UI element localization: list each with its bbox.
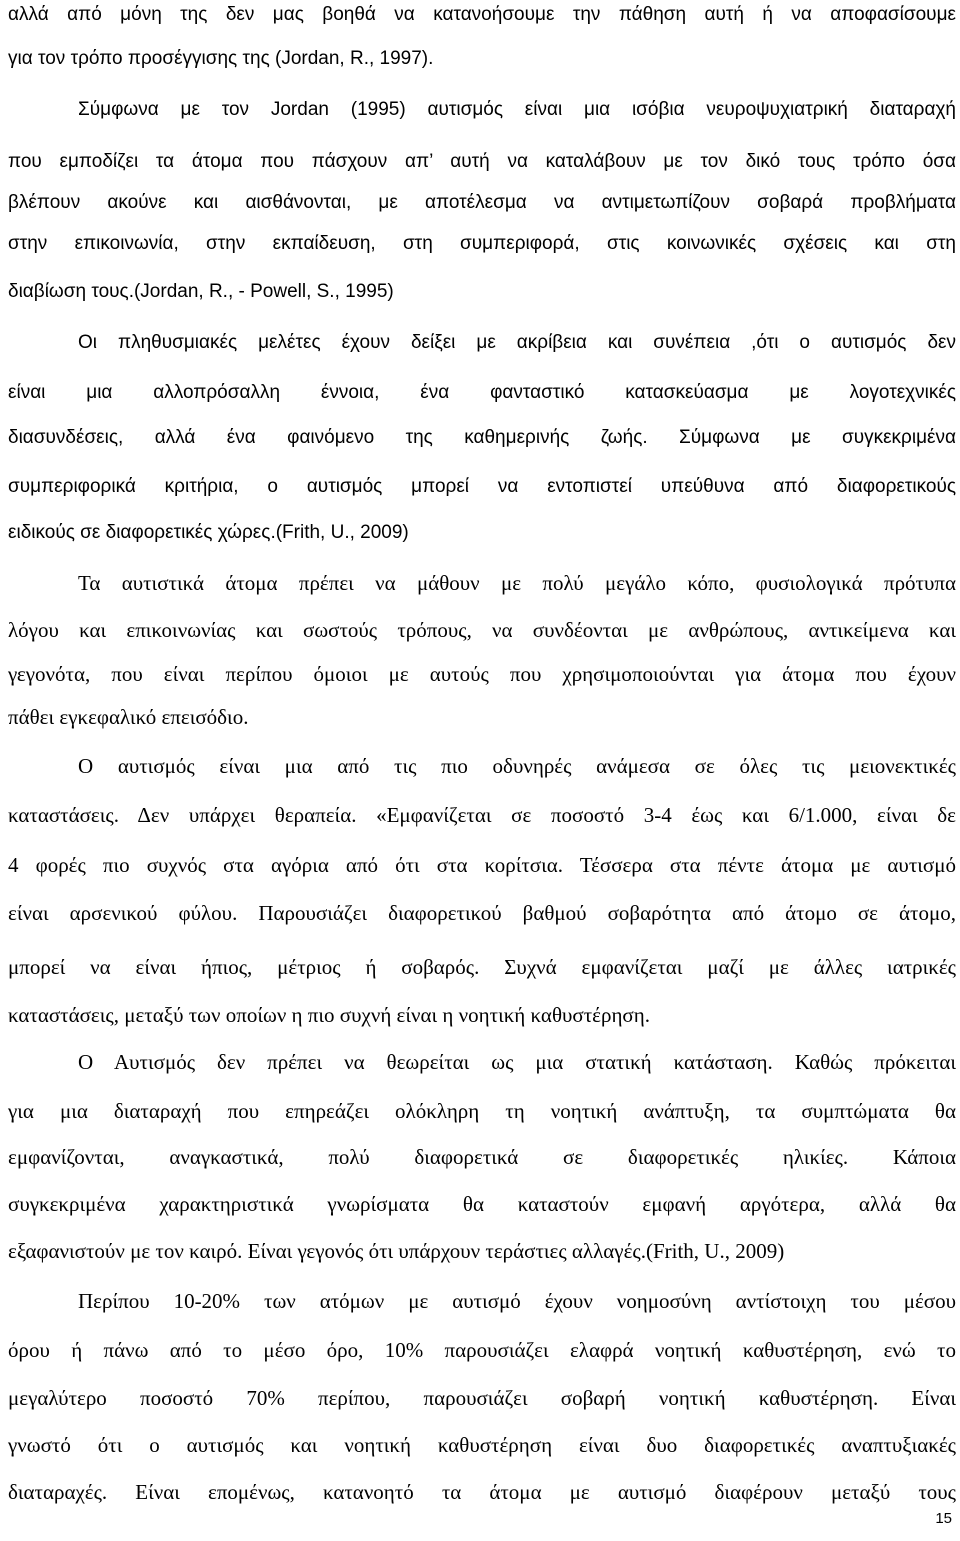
text-line: καταστάσεις, μεταξύ των οποίων η πιο συχνή είναι η νοητική καθυστέρηση. (8, 1003, 650, 1027)
text-line: αλλά από μόνη της δεν μας βοηθά να κατανοήσουμε την πάθηση αυτή ή να αποφασίσουμε (8, 4, 956, 25)
text-line: είναι αρσενικού φύλου. Παρουσιάζει διαφορετικού βαθμού σοβαρότητα από άτομο σε άτομο, (8, 901, 956, 925)
text-line: γεγονότα, που είναι περίπου όμοιοι με αυτούς που χρησιμοποιούνται για άτομα που έχουν (8, 662, 956, 686)
text-line: βλέπουν ακούνε και αισθάνονται, με αποτέλεσμα να αντιμετωπίζουν σοβαρά προβλήματα (8, 192, 956, 213)
text-line: μπορεί να είναι ήπιος, μέτριος ή σοβαρός. Συχνά εμφανίζεται μαζί με άλλες ιατρικές (8, 955, 956, 979)
text-line: που εμποδίζει τα άτομα που πάσχουν απ’ αυτή να καταλάβουν με τον δικό τους τρόπο όσα (8, 151, 956, 172)
text-line: διαβίωση τους.(Jordan, R., - Powell, S., 1995) (8, 281, 394, 302)
text-line: Οι πληθυσμιακές μελέτες έχουν δείξει με ακρίβεια και συνέπεια ,ότι ο αυτισμός δεν (78, 332, 956, 353)
text-line: πάθει εγκεφαλικό επεισόδιο. (8, 705, 249, 729)
text-line: είναι μια αλλοπρόσαλλη έννοια, ένα φανταστικό κατασκεύασμα με λογοτεχνικές (8, 382, 956, 403)
text-line: για τον τρόπο προσέγγισης της (Jordan, R., 1997). (8, 48, 434, 69)
text-line: Ο Αυτισμός δεν πρέπει να θεωρείται ως μια στατική κατάσταση. Καθώς πρόκειται (78, 1050, 956, 1074)
text-line: μεγαλύτερο ποσοστό 70% περίπου, παρουσιάζει σοβαρή νοητική καθυστέρηση. Είναι (8, 1386, 956, 1410)
text-line: γνωστό ότι ο αυτισμός και νοητική καθυστέρηση είναι δυο διαφορετικές αναπτυξιακές (8, 1433, 956, 1457)
page-number: 15 (935, 1510, 952, 1527)
text-line: εμφανίζονται, αναγκαστικά, πολύ διαφορετικά σε διαφορετικές ηλικίες. Κάποια (8, 1145, 956, 1169)
text-line: στην επικοινωνία, στην εκπαίδευση, στη συμπεριφορά, στις κοινωνικές σχέσεις και στη (8, 233, 956, 254)
text-line: ειδικούς σε διαφορετικές χώρες.(Frith, U., 2009) (8, 522, 409, 543)
text-line: Ο αυτισμός είναι μια από τις πιο οδυνηρές ανάμεσα σε όλες τις μειονεκτικές (78, 754, 956, 778)
text-line: Περίπου 10-20% των ατόμων με αυτισμό έχουν νοημοσύνη αντίστοιχη του μέσου (78, 1289, 956, 1313)
text-line: 4 φορές πιο συχνός στα αγόρια από ότι στα κορίτσια. Τέσσερα στα πέντε άτομα με αυτισμό (8, 853, 956, 877)
text-line: συγκεκριμένα χαρακτηριστικά γνωρίσματα θα καταστούν εμφανή αργότερα, αλλά θα (8, 1192, 956, 1216)
text-line: για μια διαταραχή που επηρεάζει ολόκληρη τη νοητική ανάπτυξη, τα συμπτώματα θα (8, 1099, 956, 1123)
text-line: συμπεριφορικά κριτήρια, ο αυτισμός μπορεί να εντοπιστεί υπεύθυνα από διαφορετικούς (8, 476, 956, 497)
text-line: διασυνδέσεις, αλλά ένα φαινόμενο της καθημερινής ζωής. Σύμφωνα με συγκεκριμένα (8, 427, 956, 448)
text-line: λόγου και επικοινωνίας και σωστούς τρόπους, να συνδέονται με ανθρώπους, αντικείμενα και (8, 618, 956, 642)
text-line: εξαφανιστούν με τον καιρό. Είναι γεγονός ότι υπάρχουν τεράστιες αλλαγές.(Frith, U., 2009) (8, 1239, 785, 1263)
text-line: καταστάσεις. Δεν υπάρχει θεραπεία. «Εμφανίζεται σε ποσοστό 3-4 έως και 6/1.000, είναι δε (8, 803, 956, 827)
text-line: όρου ή πάνω από το μέσο όρο, 10% παρουσιάζει ελαφρά νοητική καθυστέρηση, ενώ το (8, 1338, 956, 1362)
text-line: Σύμφωνα με τον Jordan (1995) αυτισμός είναι μια ισόβια νευροψυχιατρική διαταραχή (78, 99, 956, 120)
text-line: Τα αυτιστικά άτομα πρέπει να μάθουν με πολύ μεγάλο κόπο, φυσιολογικά πρότυπα (78, 571, 956, 595)
text-line: διαταραχές. Είναι επομένως, κατανοητό τα άτομα με αυτισμό διαφέρουν μεταξύ τους (8, 1480, 956, 1504)
